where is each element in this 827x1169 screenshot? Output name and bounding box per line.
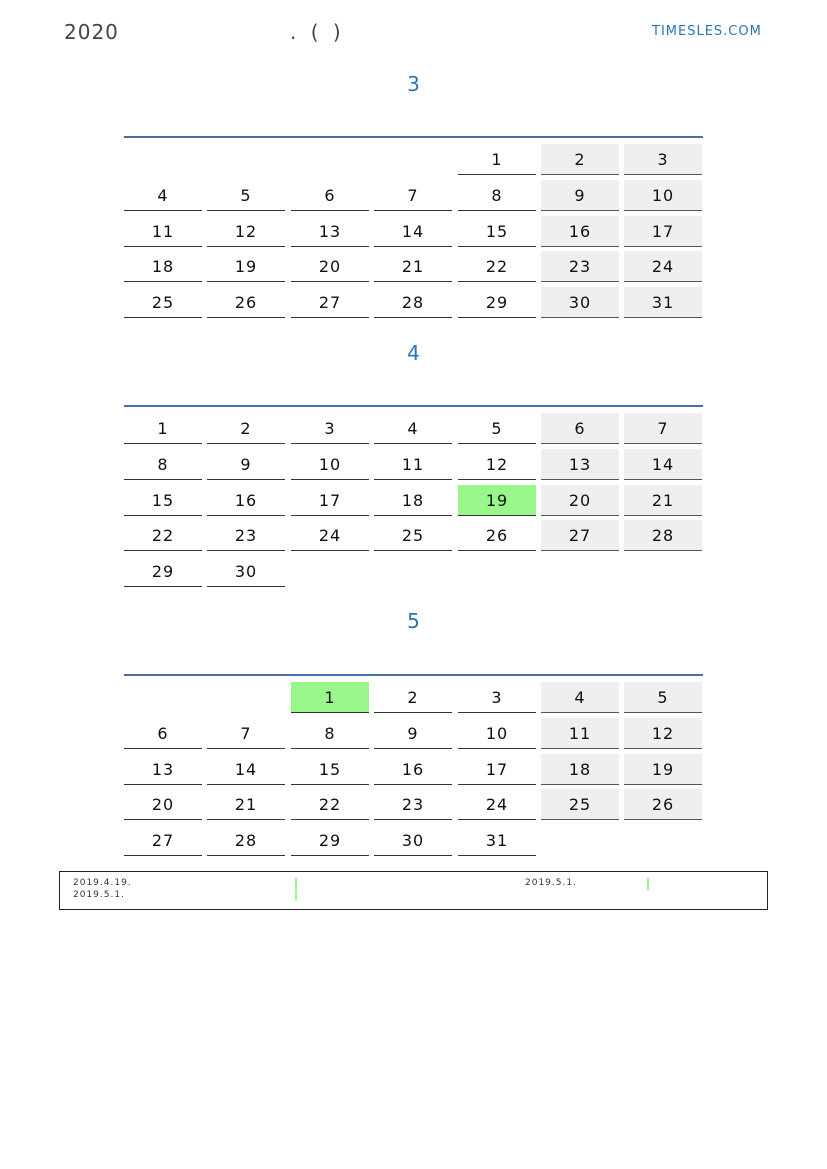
notes-box <box>59 871 768 910</box>
calendar-day[interactable]: 26 <box>458 520 536 551</box>
calendar-day[interactable]: 31 <box>458 825 536 856</box>
calendar-day[interactable]: 20 <box>291 251 369 282</box>
calendar-day[interactable]: 13 <box>124 754 202 785</box>
holiday-marker <box>295 878 297 890</box>
calendar-day[interactable]: 29 <box>124 556 202 587</box>
calendar-day[interactable]: 3 <box>458 682 536 713</box>
calendar-day[interactable]: 19 <box>207 251 285 282</box>
calendar-day[interactable]: 26 <box>207 287 285 318</box>
calendar-day[interactable]: 2 <box>207 413 285 444</box>
calendar-day[interactable]: 10 <box>291 449 369 480</box>
site-link[interactable]: TIMESLES.COM <box>652 24 762 39</box>
calendar-day[interactable]: 14 <box>624 449 702 480</box>
calendar-day[interactable]: 18 <box>374 485 452 516</box>
calendar-day[interactable]: 4 <box>541 682 619 713</box>
calendar-day[interactable]: 1 <box>291 682 369 713</box>
calendar-day[interactable]: 6 <box>124 718 202 749</box>
calendar-day[interactable]: 18 <box>541 754 619 785</box>
calendar-day[interactable]: 10 <box>624 180 702 211</box>
calendar-day[interactable]: 7 <box>624 413 702 444</box>
month-title: 4 <box>407 341 420 365</box>
calendar-day[interactable]: 5 <box>207 180 285 211</box>
calendar-day[interactable]: 26 <box>624 789 702 820</box>
calendar-day[interactable]: 19 <box>624 754 702 785</box>
calendar-day[interactable]: 1 <box>124 413 202 444</box>
calendar-day[interactable]: 22 <box>124 520 202 551</box>
calendar-day[interactable]: 17 <box>291 485 369 516</box>
calendar-day[interactable]: 21 <box>207 789 285 820</box>
calendar-day[interactable]: 23 <box>207 520 285 551</box>
calendar-day[interactable]: 22 <box>458 251 536 282</box>
calendar-day[interactable]: 23 <box>541 251 619 282</box>
holiday-marker <box>647 878 649 890</box>
calendar-day[interactable]: 15 <box>458 216 536 247</box>
calendar-day[interactable]: 21 <box>624 485 702 516</box>
calendar-day[interactable]: 3 <box>624 144 702 175</box>
calendar-day[interactable]: 21 <box>374 251 452 282</box>
calendar-rule <box>124 674 703 676</box>
calendar-day[interactable]: 25 <box>124 287 202 318</box>
calendar-day[interactable]: 29 <box>291 825 369 856</box>
calendar-day[interactable]: 25 <box>541 789 619 820</box>
calendar-day[interactable]: 16 <box>207 485 285 516</box>
calendar-day[interactable]: 12 <box>207 216 285 247</box>
calendar-day[interactable]: 8 <box>291 718 369 749</box>
calendar-day[interactable]: 12 <box>624 718 702 749</box>
calendar-day[interactable]: 30 <box>541 287 619 318</box>
note-text: 2019.4.19. <box>73 878 132 888</box>
calendar-day[interactable]: 13 <box>291 216 369 247</box>
calendar-day[interactable]: 13 <box>541 449 619 480</box>
calendar-day[interactable]: 10 <box>458 718 536 749</box>
calendar-day[interactable]: 17 <box>624 216 702 247</box>
calendar-day[interactable]: 20 <box>124 789 202 820</box>
calendar-day[interactable]: 19 <box>458 485 536 516</box>
calendar-day[interactable]: 27 <box>124 825 202 856</box>
calendar-day[interactable]: 9 <box>541 180 619 211</box>
calendar-day[interactable]: 9 <box>374 718 452 749</box>
calendar-day[interactable]: 2 <box>374 682 452 713</box>
calendar-day[interactable]: 20 <box>541 485 619 516</box>
calendar-day[interactable]: 11 <box>374 449 452 480</box>
calendar-day[interactable]: 4 <box>374 413 452 444</box>
holiday-marker <box>295 891 297 900</box>
header-year: 2020 <box>64 20 119 44</box>
calendar-day[interactable]: 9 <box>207 449 285 480</box>
calendar-day[interactable]: 24 <box>291 520 369 551</box>
calendar-day[interactable]: 29 <box>458 287 536 318</box>
calendar-day[interactable]: 27 <box>291 287 369 318</box>
calendar-day[interactable]: 15 <box>124 485 202 516</box>
month-title: 3 <box>407 72 420 96</box>
calendar-day[interactable]: 8 <box>458 180 536 211</box>
calendar-rule <box>124 405 703 407</box>
calendar-day[interactable]: 4 <box>124 180 202 211</box>
calendar-day[interactable]: 6 <box>291 180 369 211</box>
calendar-day[interactable]: 15 <box>291 754 369 785</box>
calendar-day[interactable]: 8 <box>124 449 202 480</box>
calendar-day[interactable]: 16 <box>541 216 619 247</box>
calendar-day[interactable]: 11 <box>541 718 619 749</box>
calendar-day[interactable]: 23 <box>374 789 452 820</box>
calendar-day[interactable]: 31 <box>624 287 702 318</box>
note-text: 2019.5.1. <box>525 878 577 888</box>
calendar-day[interactable]: 5 <box>624 682 702 713</box>
calendar-day[interactable]: 25 <box>374 520 452 551</box>
calendar-day[interactable]: 17 <box>458 754 536 785</box>
calendar-day[interactable]: 28 <box>374 287 452 318</box>
calendar-day[interactable]: 16 <box>374 754 452 785</box>
calendar-day[interactable]: 27 <box>541 520 619 551</box>
month-title: 5 <box>407 609 420 633</box>
calendar-day[interactable]: 18 <box>124 251 202 282</box>
calendar-day[interactable]: 7 <box>374 180 452 211</box>
calendar-day[interactable]: 24 <box>458 789 536 820</box>
calendar-day[interactable]: 12 <box>458 449 536 480</box>
calendar-day[interactable]: 5 <box>458 413 536 444</box>
calendar-day[interactable]: 24 <box>624 251 702 282</box>
calendar-day[interactable]: 3 <box>291 413 369 444</box>
calendar-day[interactable]: 22 <box>291 789 369 820</box>
calendar-day[interactable]: 28 <box>624 520 702 551</box>
calendar-day[interactable]: 14 <box>374 216 452 247</box>
calendar-day[interactable]: 2 <box>541 144 619 175</box>
calendar-day[interactable]: 30 <box>207 556 285 587</box>
note-text: 2019.5.1. <box>73 890 125 900</box>
calendar-day[interactable]: 7 <box>207 718 285 749</box>
calendar-rule <box>124 136 703 138</box>
calendar-day[interactable]: 11 <box>124 216 202 247</box>
calendar-day[interactable]: 30 <box>374 825 452 856</box>
calendar-day[interactable]: 6 <box>541 413 619 444</box>
calendar-day[interactable]: 14 <box>207 754 285 785</box>
calendar-day[interactable]: 1 <box>458 144 536 175</box>
header-subtitle: . ( ) <box>290 20 345 44</box>
calendar-day[interactable]: 28 <box>207 825 285 856</box>
